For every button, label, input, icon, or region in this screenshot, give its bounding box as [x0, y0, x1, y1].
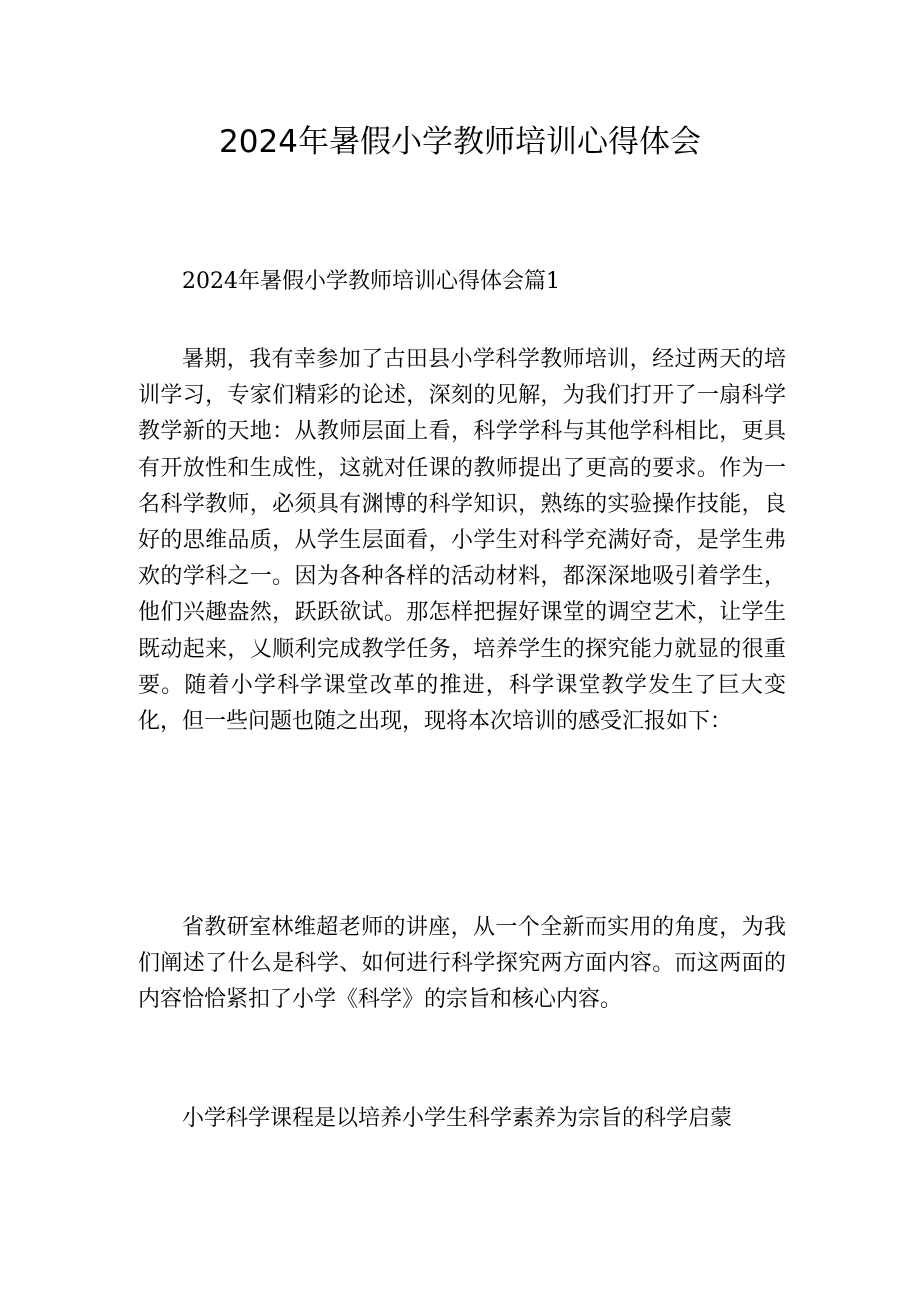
paragraph-3: 小学科学课程是以培养小学生科学素养为宗旨的科学启蒙 [182, 1106, 733, 1131]
paragraph-1: 暑期，我有幸参加了古田县小学科学教师培训，经过两天的培训学习，专家们精彩的论述，深刻的见解，为我们打开了一扇科学教学新的天地：从教师层面上看，科学学科与其他学科相比，更具有开放性和生成性，这就对任课的教师提出了更高的要求。作为一名科学教师，必须具有渊博的科学知识，熟练的实验操作技能，良好的思维品质，从学生层面看，小学生对科学充满好奇，是学生弗欢的学科之一。因为各种各样的活动材料，都深深地吸引着学生，他们兴趣盎然，跃跃欲试。那怎样把握好课堂的调空艺术，让学生既动起来，乂顺利完成教学任务，培养学生的探究能力就显的很重要。随着小学科学课堂改革的推进，科学课堂教学发生了巨大变化，但一些问题也随之出现，现将本次培训的感受汇报如下： [138, 347, 786, 735]
section-heading: 2024年暑假小学教师培训心得体会篇1 [182, 269, 560, 294]
document-title: 2024年暑假小学教师培训心得体会 [219, 124, 701, 160]
paragraph-2: 省教研室林维超老师的讲座，从一个全新而实用的角度，为我们阐述了什么是科学、如何进行科学探究两方面内容。而这两面的内容恰恰紧扣了小学《科学》的宗旨和核心内容。 [138, 915, 786, 1013]
